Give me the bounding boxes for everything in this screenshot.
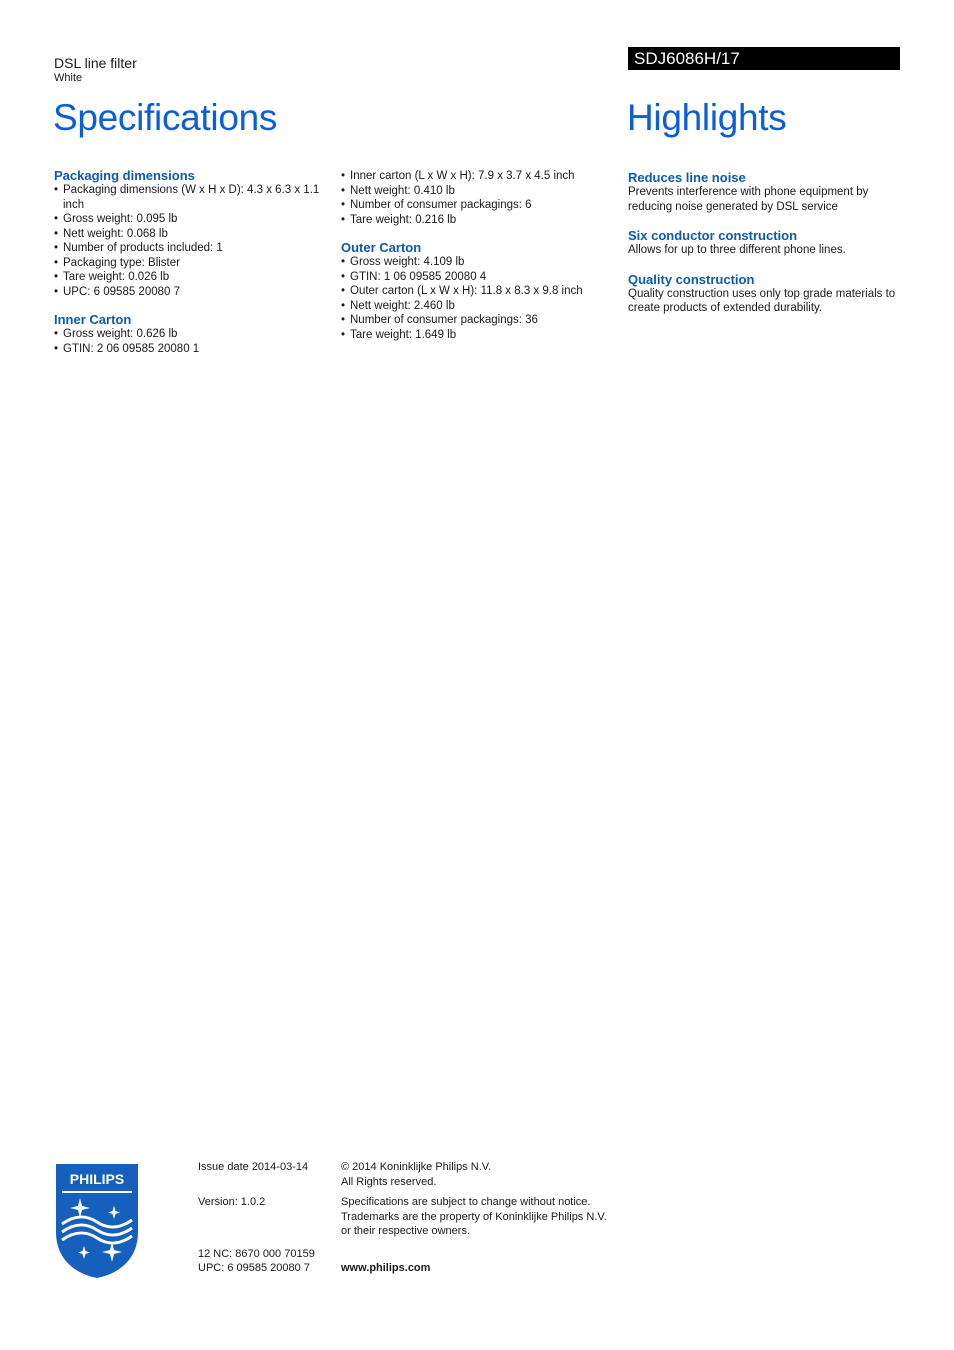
notice-line: Specifications are subject to change without notice.	[341, 1196, 591, 1208]
specs-column-2	[341, 169, 611, 342]
list-item: • UPC: 6 09585 20080 7	[54, 285, 324, 300]
section-title-packaging: Packaging dimensions	[54, 168, 195, 183]
philips-shield-logo	[54, 1162, 140, 1280]
version: Version: 1.0.2	[198, 1196, 266, 1208]
list-item: • Outer carton (L x W x H): 11.8 x 8.3 x 9.8 inch	[341, 284, 611, 299]
specs-column-1	[54, 168, 324, 356]
highlight-title-quality: Quality construction	[628, 271, 755, 287]
list-item: • Packaging dimensions (W x H x D): 4.3 x 6.3 x 1.1 inch	[54, 183, 324, 212]
list-item: • GTIN: 2 06 09585 20080 1	[54, 342, 324, 357]
list-item: • Number of products included: 1	[54, 241, 324, 256]
highlight-text-six-conductor: Allows for up to three different phone lines.	[628, 244, 846, 256]
outer-carton-list	[341, 255, 611, 342]
list-item: • Nett weight: 2.460 lb	[341, 299, 611, 314]
list-item: • Nett weight: 0.410 lb	[341, 184, 611, 199]
list-item: • Number of consumer packagings: 36	[341, 313, 611, 328]
list-item: • Tare weight: 1.649 lb	[341, 328, 611, 343]
inner-carton-list-continued	[341, 169, 611, 227]
list-item: • GTIN: 1 06 09585 20080 4	[341, 270, 611, 285]
list-item: • Tare weight: 0.216 lb	[341, 213, 611, 228]
notice	[341, 1195, 607, 1239]
list-item: • Inner carton (L x W x H): 7.9 x 3.7 x 4.5 inch	[341, 169, 611, 184]
highlight-title-line-noise: Reduces line noise	[628, 170, 746, 185]
inner-carton-list	[54, 327, 324, 356]
highlight-title-six-conductor: Six conductor construction	[628, 228, 798, 243]
list-item: • Packaging type: Blister	[54, 256, 324, 271]
copyright-line: All Rights reserved.	[341, 1175, 437, 1188]
upc-number: UPC: 6 09585 20080 7	[198, 1262, 310, 1274]
list-item: • Gross weight: 4.109 lb	[341, 255, 611, 270]
list-item: • Gross weight: 0.095 lb	[54, 212, 324, 227]
nc-number: 12 NC: 8670 000 70159	[198, 1248, 315, 1260]
highlight-text-line-noise: Prevents interference with phone equipment by reducing noise generated by DSL service	[628, 186, 869, 213]
website-link[interactable]: www.philips.com	[341, 1262, 431, 1274]
specifications-title: Specifications	[53, 97, 278, 138]
packaging-list	[54, 183, 324, 299]
model-number: SDJ6086H/17	[628, 47, 900, 70]
product-name: DSL line filter	[54, 55, 137, 71]
highlights-column	[628, 168, 900, 316]
copyright	[341, 1160, 491, 1189]
issue-date: Issue date 2014-03-14	[198, 1161, 309, 1173]
copyright-line: © 2014 Koninklijke Philips N.V.	[341, 1161, 492, 1173]
highlight-text-quality: Quality construction uses only top grade materials to create products of extended durability.	[628, 287, 896, 314]
philips-wordmark: PHILIPS	[69, 1171, 125, 1187]
section-title-inner-carton: Inner Carton	[54, 312, 132, 327]
notice-line: or their respective owners.	[341, 1225, 470, 1237]
list-item: • Gross weight: 0.626 lb	[54, 327, 324, 342]
list-item: • Nett weight: 0.068 lb	[54, 227, 324, 242]
highlights-title: Highlights	[627, 97, 787, 138]
product-variant: White	[54, 72, 83, 84]
list-item: • Tare weight: 0.026 lb	[54, 270, 324, 285]
notice-line: Trademarks are the property of Koninklijke Philips N.V.	[341, 1210, 607, 1223]
section-title-outer-carton: Outer Carton	[341, 240, 422, 255]
list-item: • Number of consumer packagings: 6	[341, 198, 611, 213]
